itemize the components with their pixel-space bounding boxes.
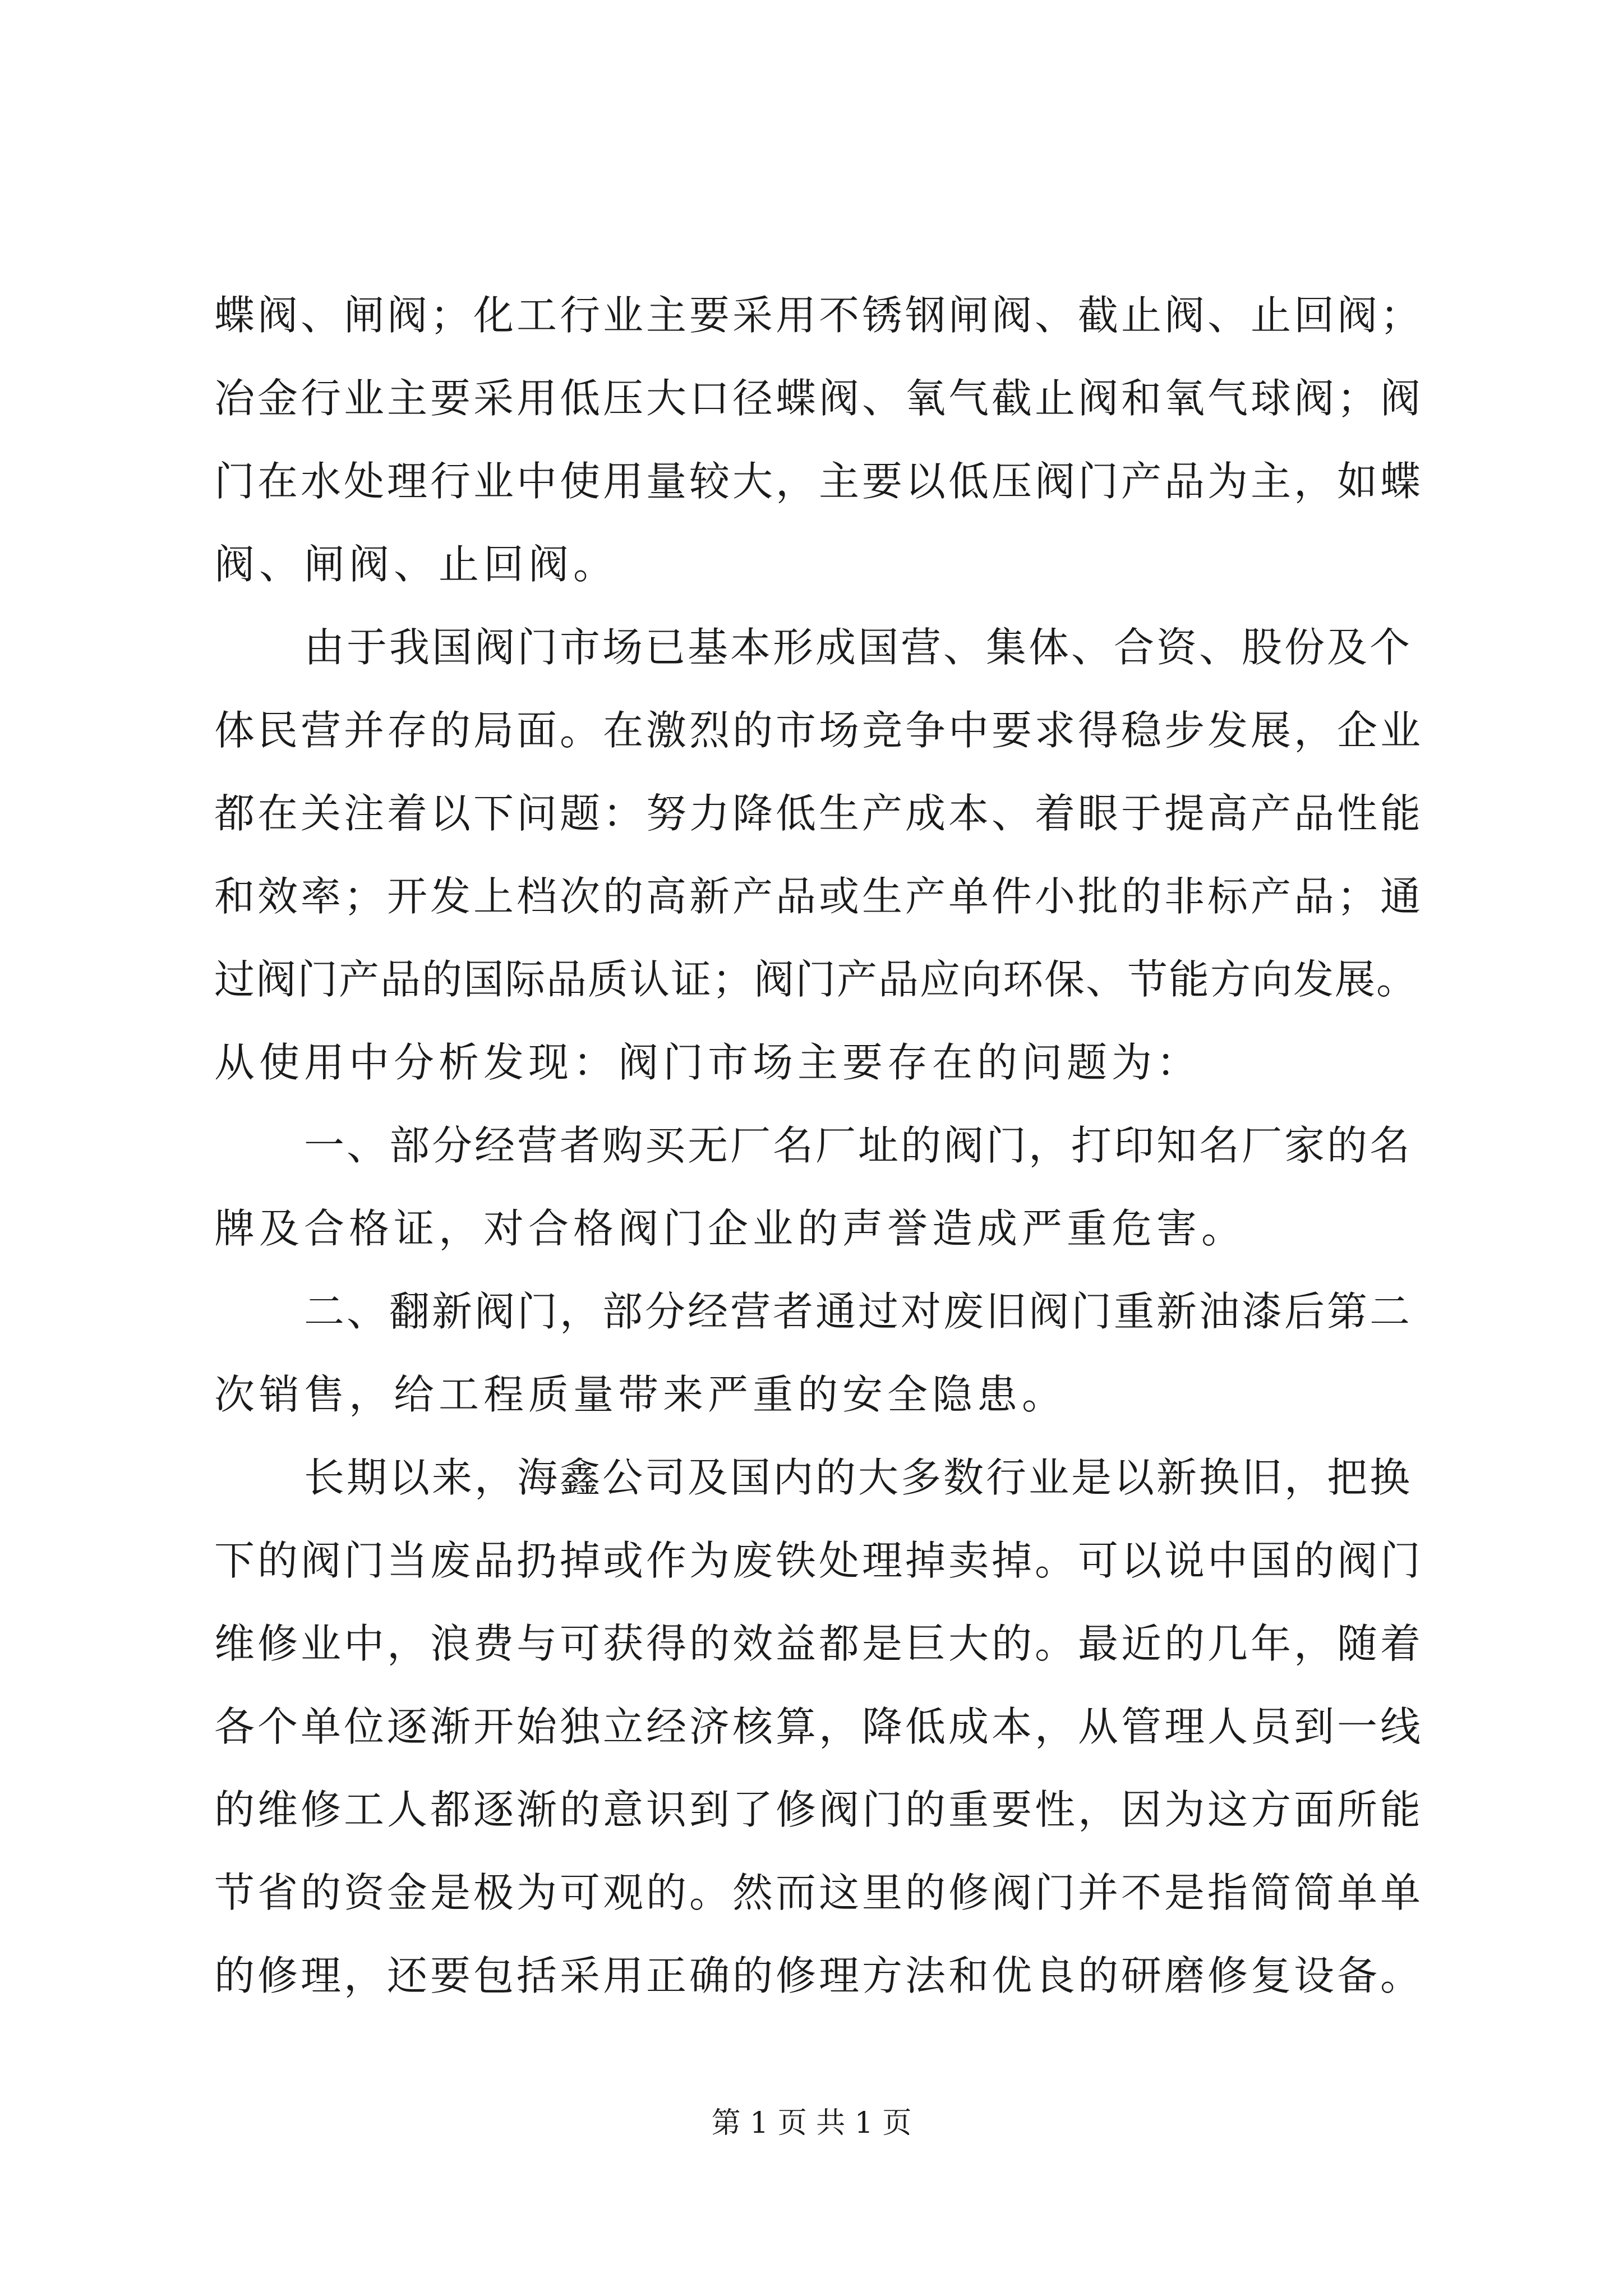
text-line: 过阀门产品的国际品质认证；阀门产品应向环保、节能方向发展。 xyxy=(214,956,1418,1003)
text-line: 阀、闸阀、止回阀。 xyxy=(214,541,619,588)
text-line: 各个单位逐渐开始独立经济核算，降低成本，从管理人员到一线 xyxy=(214,1703,1424,1750)
text-line: 下的阀门当废品扔掉或作为废铁处理掉卖掉。可以说中国的阀门 xyxy=(214,1537,1424,1584)
text-line: 的修理，还要包括采用正确的修理方法和优良的研磨修复设备。 xyxy=(214,1952,1424,1999)
text-line: 牌及合格证，对合格阀门企业的声誉造成严重危害。 xyxy=(214,1205,1247,1252)
text-line: 冶金行业主要采用低压大口径蝶阀、氧气截止阀和氧气球阀；阀 xyxy=(214,375,1424,422)
text-line: 门在水处理行业中使用量较大，主要以低压阀门产品为主，如蝶 xyxy=(214,458,1424,505)
text-line: 从使用中分析发现：阀门市场主要存在的问题为： xyxy=(214,1039,1202,1086)
text-line: 节省的资金是极为可观的。然而这里的修阀门并不是指简简单单 xyxy=(214,1869,1424,1916)
text-line: 体民营并存的局面。在激烈的市场竞争中要求得稳步发展，企业 xyxy=(214,707,1424,754)
paragraph-first-line: 长期以来，海鑫公司及国内的大多数行业是以新换旧，把换 xyxy=(304,1454,1413,1501)
text-line: 蝶阀、闸阀；化工行业主要采用不锈钢闸阀、截止阀、止回阀； xyxy=(214,292,1424,339)
text-line: 的维修工人都逐渐的意识到了修阀门的重要性，因为这方面所能 xyxy=(214,1786,1424,1833)
text-line: 维修业中，浪费与可获得的效益都是巨大的。最近的几年，随着 xyxy=(214,1620,1424,1667)
text-line: 和效率；开发上档次的高新产品或生产单件小批的非标产品；通 xyxy=(214,873,1424,920)
paragraph-first-line: 由于我国阀门市场已基本形成国营、集体、合资、股份及个 xyxy=(304,624,1413,671)
paragraph-first-line: 一、部分经营者购买无厂名厂址的阀门，打印知名厂家的名 xyxy=(304,1122,1413,1169)
text-line: 次销售，给工程质量带来严重的安全隐患。 xyxy=(214,1371,1067,1418)
text-line: 都在关注着以下问题：努力降低生产成本、着眼于提高产品性能 xyxy=(214,790,1424,837)
paragraph-first-line: 二、翻新阀门，部分经营者通过对废旧阀门重新油漆后第二 xyxy=(304,1288,1413,1335)
document-body xyxy=(214,274,1426,2017)
page-number-footer: 第 1 页 共 1 页 xyxy=(711,2106,912,2140)
